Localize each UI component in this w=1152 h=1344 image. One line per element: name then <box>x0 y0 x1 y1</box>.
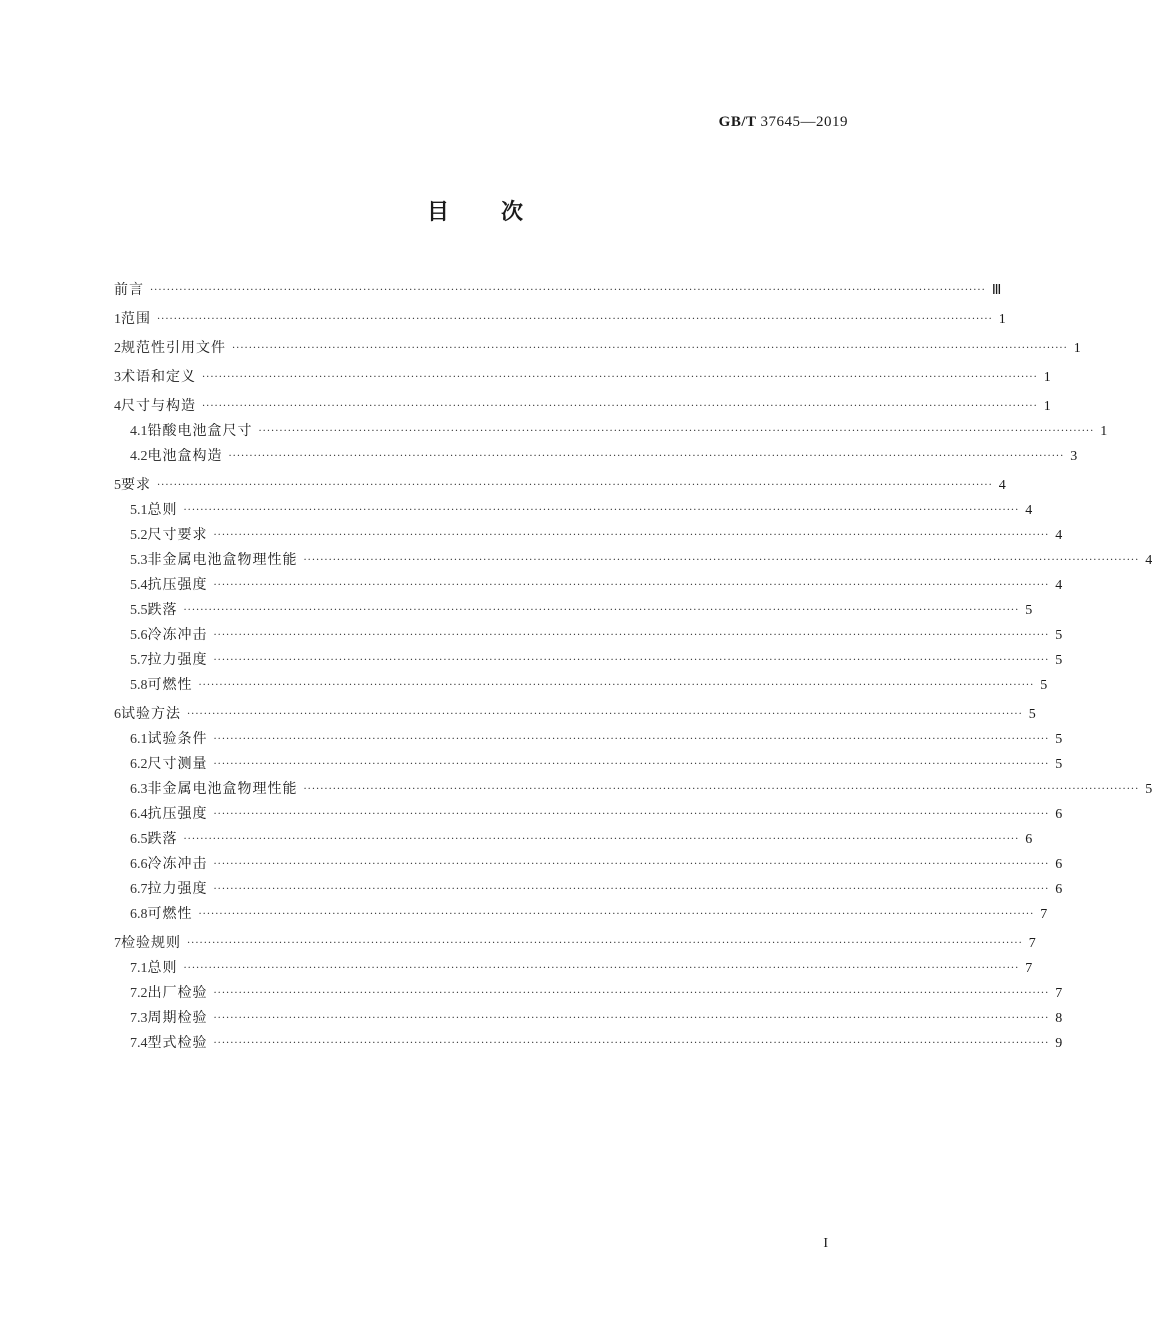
toc-entry-page: 4 <box>1025 503 1033 518</box>
toc-entry-number: 7 <box>114 936 121 951</box>
toc-entry-page: 5 <box>1025 603 1033 618</box>
toc-entry-label: 非金属电池盒物理性能 <box>147 552 298 568</box>
toc-entry[interactable] <box>114 669 1048 694</box>
toc-title-char-2: 次 <box>501 200 524 225</box>
toc-entry[interactable] <box>114 619 1063 644</box>
toc-entry-page: 6 <box>1055 807 1063 822</box>
toc-entry-page: 5 <box>1055 732 1063 747</box>
toc-entry-page: 3 <box>1070 449 1078 464</box>
toc-entry-number: 6.3 <box>130 782 148 797</box>
toc-entry[interactable] <box>114 923 1036 952</box>
toc-leader-dots: ········································································································································································································ <box>213 530 1050 541</box>
toc-leader-dots: ········································································································································································································ <box>232 343 1068 354</box>
toc-entry-page: 6 <box>1055 857 1063 872</box>
toc-entry[interactable] <box>114 270 1002 299</box>
toc-entry-label: 铅酸电池盒尺寸 <box>147 423 253 439</box>
toc-entry-page: 5 <box>1040 678 1048 693</box>
toc-entry-label: 出厂检验 <box>147 985 208 1001</box>
toc-entry-label: 跌落 <box>147 602 178 618</box>
toc-leader-dots: ········································································································································································································ <box>213 734 1050 745</box>
toc-entry-page: 1 <box>1043 399 1051 414</box>
toc-entry[interactable] <box>114 952 1033 977</box>
toc-title-char-1: 目 <box>426 200 449 225</box>
toc-leader-dots: ········································································································································································································ <box>198 909 1035 920</box>
toc-entry-number: 5.3 <box>130 553 148 568</box>
toc-entry-page: 5 <box>1028 707 1036 722</box>
toc-entry-number: 4.2 <box>130 449 148 464</box>
toc-entry-label: 要求 <box>121 477 151 493</box>
toc-entry-label: 周期检验 <box>147 1010 208 1026</box>
toc-entry-number: 6 <box>114 707 121 722</box>
toc-entry-number: 6.1 <box>130 732 148 747</box>
toc-leader-dots: ········································································································································································································ <box>213 759 1050 770</box>
toc-entry-number: 5 <box>114 478 121 493</box>
toc-entry[interactable] <box>114 494 1033 519</box>
toc-entry-page: 9 <box>1055 1036 1063 1051</box>
toc-entry-number: 5.5 <box>130 603 148 618</box>
toc-entry-page: 6 <box>1025 832 1033 847</box>
toc-entry-page: 4 <box>1145 553 1152 568</box>
toc-entry-page: 7 <box>1025 961 1033 976</box>
table-of-contents <box>114 270 1152 1052</box>
toc-entry[interactable] <box>114 773 1152 798</box>
toc-entry-page: 1 <box>1073 341 1081 356</box>
toc-entry[interactable] <box>114 357 1051 386</box>
toc-leader-dots: ········································································································································································································ <box>187 938 1023 949</box>
toc-entry-number: 7.2 <box>130 986 148 1001</box>
toc-leader-dots: ········································································································································································································ <box>213 1013 1050 1024</box>
toc-entry-label: 型式检验 <box>147 1035 208 1051</box>
toc-entry-page: 6 <box>1055 882 1063 897</box>
toc-entry-page: 7 <box>1028 936 1036 951</box>
toc-entry-page: 4 <box>998 478 1006 493</box>
toc-entry[interactable] <box>114 898 1048 923</box>
toc-entry[interactable] <box>114 594 1033 619</box>
toc-entry-label: 尺寸测量 <box>147 756 208 772</box>
toc-leader-dots: ········································································································································································································ <box>187 709 1023 720</box>
toc-entry-page: 5 <box>1055 653 1063 668</box>
toc-entry[interactable] <box>114 1027 1063 1052</box>
toc-entry-page: 5 <box>1055 628 1063 643</box>
toc-entry[interactable] <box>114 694 1036 723</box>
toc-entry-label: 拉力强度 <box>147 652 208 668</box>
toc-leader-dots: ········································································································································································································ <box>202 372 1038 383</box>
toc-entry[interactable] <box>114 723 1063 748</box>
toc-leader-dots: ········································································································································································································ <box>202 401 1038 412</box>
toc-entry-number: 6.4 <box>130 807 148 822</box>
toc-entry[interactable] <box>114 644 1063 669</box>
toc-entry-page: 8 <box>1055 1011 1063 1026</box>
toc-entry-number: 3 <box>114 370 121 385</box>
toc-entry-number: 5.6 <box>130 628 148 643</box>
toc-entry-label: 尺寸要求 <box>147 527 208 543</box>
toc-entry-label: 冷冻冲击 <box>147 856 208 872</box>
toc-leader-dots: ········································································································································································································ <box>213 809 1050 820</box>
toc-entry-label: 非金属电池盒物理性能 <box>147 781 298 797</box>
toc-entry-label: 可燃性 <box>147 677 193 693</box>
toc-entry-number: 4.1 <box>130 424 148 439</box>
toc-leader-dots: ········································································································································································································ <box>213 655 1050 666</box>
toc-leader-dots: ········································································································································································································ <box>213 988 1050 999</box>
toc-entry[interactable] <box>114 328 1081 357</box>
toc-leader-dots: ········································································································································································································ <box>213 630 1050 641</box>
toc-entry-page: 5 <box>1055 757 1063 772</box>
toc-entry[interactable] <box>114 1002 1063 1027</box>
toc-entry[interactable] <box>114 544 1152 569</box>
toc-entry-number: 4 <box>114 399 121 414</box>
toc-entry-number: 1 <box>114 312 121 327</box>
toc-entry[interactable] <box>114 748 1063 773</box>
toc-entry-page: 7 <box>1040 907 1048 922</box>
toc-leader-dots: ········································································································································································································ <box>213 1038 1050 1049</box>
toc-entry[interactable] <box>114 299 1006 328</box>
toc-entry-label: 试验条件 <box>147 731 208 747</box>
standard-code <box>719 114 848 131</box>
standard-code-number: 37645—2019 <box>760 114 848 130</box>
toc-entry-number: 6.6 <box>130 857 148 872</box>
toc-entry-label: 拉力强度 <box>147 881 208 897</box>
toc-leader-dots: ········································································································································································································ <box>258 426 1095 437</box>
toc-entry-label: 抗压强度 <box>147 577 208 593</box>
page-number: I <box>823 1236 828 1251</box>
toc-entry-label: 总则 <box>147 502 178 518</box>
toc-entry[interactable] <box>114 798 1063 823</box>
toc-entry-label: 试验方法 <box>121 706 181 722</box>
toc-entry-label: 范围 <box>121 311 151 327</box>
toc-leader-dots: ········································································································································································································ <box>198 680 1035 691</box>
toc-entry-number: 5.1 <box>130 503 148 518</box>
toc-entry-label: 跌落 <box>147 831 178 847</box>
toc-title <box>0 195 950 226</box>
toc-leader-dots: ········································································································································································································ <box>150 285 986 296</box>
toc-entry-page: 4 <box>1055 528 1063 543</box>
toc-entry-label: 术语和定义 <box>121 369 196 385</box>
toc-entry-label: 尺寸与构造 <box>121 398 196 414</box>
standard-code-prefix: GB/T <box>718 114 757 130</box>
toc-leader-dots: ········································································································································································································ <box>213 580 1050 591</box>
toc-entry-number: 6.2 <box>130 757 148 772</box>
toc-entry[interactable] <box>114 440 1078 465</box>
toc-entry-number: 6.8 <box>130 907 148 922</box>
toc-entry-number: 6.5 <box>130 832 148 847</box>
toc-entry-number: 5.2 <box>130 528 148 543</box>
toc-entry-label: 电池盒构造 <box>147 448 223 464</box>
toc-entry-number: 7.4 <box>130 1036 148 1051</box>
toc-entry-page: Ⅲ <box>991 283 1002 298</box>
toc-leader-dots: ········································································································································································································ <box>303 555 1140 566</box>
toc-leader-dots: ········································································································································································································ <box>213 884 1050 895</box>
toc-entry-number: 5.4 <box>130 578 148 593</box>
toc-leader-dots: ········································································································································································································ <box>157 314 993 325</box>
toc-entry-number: 7.3 <box>130 1011 148 1026</box>
toc-leader-dots: ········································································································································································································ <box>183 834 1020 845</box>
toc-entry-number: 5.7 <box>130 653 148 668</box>
toc-entry-page: 5 <box>1145 782 1152 797</box>
toc-entry-page: 1 <box>1043 370 1051 385</box>
toc-entry-page: 1 <box>998 312 1006 327</box>
toc-entry-page: 4 <box>1055 578 1063 593</box>
toc-entry-page: 7 <box>1055 986 1063 1001</box>
toc-entry[interactable] <box>114 848 1063 873</box>
toc-entry[interactable] <box>114 977 1063 1002</box>
toc-entry[interactable] <box>114 873 1063 898</box>
toc-entry-label: 检验规则 <box>121 935 181 951</box>
toc-entry-number: 6.7 <box>130 882 148 897</box>
toc-leader-dots: ········································································································································································································ <box>303 784 1140 795</box>
toc-leader-dots: ········································································································································································································ <box>228 451 1065 462</box>
toc-leader-dots: ········································································································································································································ <box>183 605 1020 616</box>
toc-entry-number: 5.8 <box>130 678 148 693</box>
toc-entry[interactable] <box>114 569 1063 594</box>
toc-entry[interactable] <box>114 519 1063 544</box>
toc-entry[interactable] <box>114 415 1108 440</box>
toc-entry-label: 总则 <box>147 960 178 976</box>
toc-entry-number: 2 <box>114 341 121 356</box>
toc-entry-label: 冷冻冲击 <box>147 627 208 643</box>
toc-entry-label: 抗压强度 <box>147 806 208 822</box>
toc-entry-label: 规范性引用文件 <box>121 340 226 356</box>
toc-entry-label: 前言 <box>114 282 144 298</box>
toc-leader-dots: ········································································································································································································ <box>183 505 1020 516</box>
toc-entry-number: 7.1 <box>130 961 148 976</box>
toc-entry[interactable] <box>114 386 1051 415</box>
toc-leader-dots: ········································································································································································································ <box>213 859 1050 870</box>
toc-entry[interactable] <box>114 823 1033 848</box>
toc-entry-page: 1 <box>1100 424 1108 439</box>
toc-leader-dots: ········································································································································································································ <box>183 963 1020 974</box>
toc-entry-label: 可燃性 <box>147 906 193 922</box>
toc-leader-dots: ········································································································································································································ <box>157 480 993 491</box>
toc-entry[interactable] <box>114 465 1006 494</box>
